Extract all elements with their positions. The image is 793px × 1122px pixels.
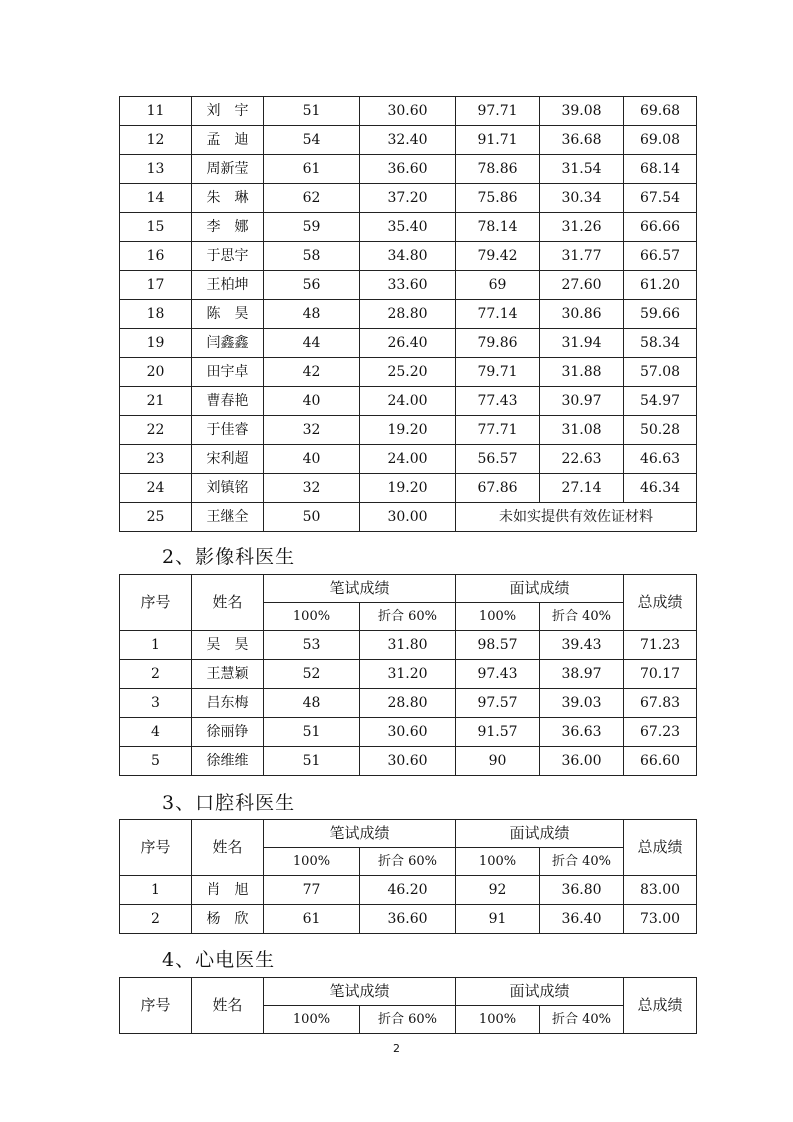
cell-name: 周新莹 bbox=[192, 155, 264, 184]
cell-written: 48 bbox=[264, 300, 360, 329]
table-row bbox=[120, 876, 697, 905]
table-row bbox=[120, 329, 697, 358]
header-name: 姓名 bbox=[192, 978, 264, 1034]
header-total: 总成绩 bbox=[624, 575, 697, 631]
header-name: 姓名 bbox=[192, 575, 264, 631]
cell-total: 46.63 bbox=[624, 445, 697, 474]
header-written-100: 100% bbox=[264, 603, 360, 631]
cell-written-pct: 36.60 bbox=[360, 155, 456, 184]
cell-name: 徐丽铮 bbox=[192, 718, 264, 747]
cell-seq: 12 bbox=[120, 126, 192, 155]
table-row bbox=[120, 660, 697, 689]
table-row bbox=[120, 213, 697, 242]
table-dental bbox=[119, 819, 697, 934]
cell-written: 62 bbox=[264, 184, 360, 213]
cell-written: 44 bbox=[264, 329, 360, 358]
cell-total: 73.00 bbox=[624, 905, 697, 934]
cell-total: 54.97 bbox=[624, 387, 697, 416]
table-row bbox=[120, 631, 697, 660]
cell-written-pct: 26.40 bbox=[360, 329, 456, 358]
table-ecg bbox=[119, 977, 697, 1034]
cell-name: 徐维维 bbox=[192, 747, 264, 776]
cell-total: 59.66 bbox=[624, 300, 697, 329]
cell-total: 66.66 bbox=[624, 213, 697, 242]
cell-seq: 2 bbox=[120, 660, 192, 689]
header-seq: 序号 bbox=[120, 978, 192, 1034]
cell-interview: 69 bbox=[456, 271, 540, 300]
table-row bbox=[120, 242, 697, 271]
cell-written-pct: 25.20 bbox=[360, 358, 456, 387]
cell-interview: 91.71 bbox=[456, 126, 540, 155]
table-header bbox=[120, 575, 697, 631]
cell-interview-pct: 36.40 bbox=[540, 905, 624, 934]
cell-interview: 97.71 bbox=[456, 97, 540, 126]
cell-interview-pct: 30.86 bbox=[540, 300, 624, 329]
cell-written-pct: 31.20 bbox=[360, 660, 456, 689]
cell-interview: 79.42 bbox=[456, 242, 540, 271]
cell-written-pct: 28.80 bbox=[360, 300, 456, 329]
cell-total: 83.00 bbox=[624, 876, 697, 905]
cell-name: 闫鑫鑫 bbox=[192, 329, 264, 358]
cell-seq: 23 bbox=[120, 445, 192, 474]
cell-seq: 19 bbox=[120, 329, 192, 358]
cell-interview: 92 bbox=[456, 876, 540, 905]
header-interview-100: 100% bbox=[456, 603, 540, 631]
cell-name: 吴 昊 bbox=[192, 631, 264, 660]
cell-seq: 1 bbox=[120, 876, 192, 905]
cell-interview: 90 bbox=[456, 747, 540, 776]
page-number: 2 bbox=[393, 1042, 400, 1055]
cell-seq: 20 bbox=[120, 358, 192, 387]
cell-seq: 2 bbox=[120, 905, 192, 934]
cell-interview-pct: 27.14 bbox=[540, 474, 624, 503]
table-row bbox=[120, 503, 697, 532]
header-interview-pct: 折合 40% bbox=[540, 603, 624, 631]
table-body bbox=[120, 97, 697, 532]
cell-seq: 21 bbox=[120, 387, 192, 416]
cell-written-pct: 30.00 bbox=[360, 503, 456, 532]
cell-total: 67.23 bbox=[624, 718, 697, 747]
table-row bbox=[120, 905, 697, 934]
cell-name: 朱 琳 bbox=[192, 184, 264, 213]
cell-name: 宋利超 bbox=[192, 445, 264, 474]
cell-interview-pct: 39.03 bbox=[540, 689, 624, 718]
cell-written: 56 bbox=[264, 271, 360, 300]
cell-name: 王继全 bbox=[192, 503, 264, 532]
cell-written: 52 bbox=[264, 660, 360, 689]
table-row bbox=[120, 474, 697, 503]
section-title-dental: 3、口腔科医生 bbox=[162, 792, 296, 814]
cell-name: 于佳睿 bbox=[192, 416, 264, 445]
cell-interview: 97.57 bbox=[456, 689, 540, 718]
cell-written: 42 bbox=[264, 358, 360, 387]
cell-written-pct: 32.40 bbox=[360, 126, 456, 155]
cell-total: 68.14 bbox=[624, 155, 697, 184]
cell-name: 于思宇 bbox=[192, 242, 264, 271]
table-section1-continued bbox=[119, 96, 697, 532]
cell-total: 46.34 bbox=[624, 474, 697, 503]
cell-interview-pct: 31.26 bbox=[540, 213, 624, 242]
table-row bbox=[120, 747, 697, 776]
cell-interview: 67.86 bbox=[456, 474, 540, 503]
cell-written-pct: 19.20 bbox=[360, 474, 456, 503]
cell-interview-pct: 36.63 bbox=[540, 718, 624, 747]
table-row bbox=[120, 387, 697, 416]
header-name: 姓名 bbox=[192, 820, 264, 876]
cell-total: 67.54 bbox=[624, 184, 697, 213]
cell-written-pct: 24.00 bbox=[360, 387, 456, 416]
cell-seq: 13 bbox=[120, 155, 192, 184]
cell-written: 54 bbox=[264, 126, 360, 155]
header-interview: 面试成绩 bbox=[456, 575, 624, 603]
cell-written-pct: 30.60 bbox=[360, 747, 456, 776]
cell-seq: 16 bbox=[120, 242, 192, 271]
cell-interview: 77.43 bbox=[456, 387, 540, 416]
cell-interview: 75.86 bbox=[456, 184, 540, 213]
cell-written-pct: 31.80 bbox=[360, 631, 456, 660]
table-row bbox=[120, 126, 697, 155]
header-interview: 面试成绩 bbox=[456, 978, 624, 1006]
section-title-radiology: 2、影像科医生 bbox=[162, 546, 296, 568]
cell-interview: 78.14 bbox=[456, 213, 540, 242]
cell-interview: 91 bbox=[456, 905, 540, 934]
cell-total: 58.34 bbox=[624, 329, 697, 358]
cell-written: 53 bbox=[264, 631, 360, 660]
header-written: 笔试成绩 bbox=[264, 575, 456, 603]
cell-interview: 56.57 bbox=[456, 445, 540, 474]
cell-note: 未如实提供有效佐证材料 bbox=[456, 503, 697, 532]
cell-written-pct: 19.20 bbox=[360, 416, 456, 445]
table-row bbox=[120, 97, 697, 126]
cell-written: 50 bbox=[264, 503, 360, 532]
cell-name: 杨 欣 bbox=[192, 905, 264, 934]
cell-written: 48 bbox=[264, 689, 360, 718]
cell-total: 71.23 bbox=[624, 631, 697, 660]
cell-seq: 5 bbox=[120, 747, 192, 776]
header-written-100: 100% bbox=[264, 1006, 360, 1034]
cell-written: 61 bbox=[264, 905, 360, 934]
cell-written-pct: 37.20 bbox=[360, 184, 456, 213]
header-interview-pct: 折合 40% bbox=[540, 848, 624, 876]
cell-written-pct: 46.20 bbox=[360, 876, 456, 905]
section-title-ecg: 4、心电医生 bbox=[162, 949, 276, 971]
cell-written-pct: 35.40 bbox=[360, 213, 456, 242]
cell-total: 50.28 bbox=[624, 416, 697, 445]
cell-total: 67.83 bbox=[624, 689, 697, 718]
cell-seq: 3 bbox=[120, 689, 192, 718]
cell-written: 61 bbox=[264, 155, 360, 184]
table-row bbox=[120, 184, 697, 213]
cell-written-pct: 30.60 bbox=[360, 97, 456, 126]
cell-seq: 22 bbox=[120, 416, 192, 445]
cell-seq: 1 bbox=[120, 631, 192, 660]
cell-name: 吕东梅 bbox=[192, 689, 264, 718]
header-interview-100: 100% bbox=[456, 848, 540, 876]
cell-written-pct: 28.80 bbox=[360, 689, 456, 718]
cell-interview-pct: 27.60 bbox=[540, 271, 624, 300]
cell-interview-pct: 22.63 bbox=[540, 445, 624, 474]
header-total: 总成绩 bbox=[624, 978, 697, 1034]
cell-total: 66.60 bbox=[624, 747, 697, 776]
cell-written: 51 bbox=[264, 747, 360, 776]
cell-total: 69.68 bbox=[624, 97, 697, 126]
cell-name: 刘镇铭 bbox=[192, 474, 264, 503]
cell-written: 40 bbox=[264, 387, 360, 416]
cell-seq: 25 bbox=[120, 503, 192, 532]
cell-interview: 91.57 bbox=[456, 718, 540, 747]
table-radiology bbox=[119, 574, 697, 776]
cell-written: 32 bbox=[264, 416, 360, 445]
table-header bbox=[120, 820, 697, 876]
table-row bbox=[120, 271, 697, 300]
table-row bbox=[120, 689, 697, 718]
cell-total: 66.57 bbox=[624, 242, 697, 271]
cell-interview-pct: 31.77 bbox=[540, 242, 624, 271]
table-header bbox=[120, 978, 697, 1034]
cell-name: 李 娜 bbox=[192, 213, 264, 242]
cell-interview: 79.86 bbox=[456, 329, 540, 358]
cell-written-pct: 36.60 bbox=[360, 905, 456, 934]
header-written-100: 100% bbox=[264, 848, 360, 876]
header-seq: 序号 bbox=[120, 575, 192, 631]
cell-written-pct: 33.60 bbox=[360, 271, 456, 300]
cell-total: 57.08 bbox=[624, 358, 697, 387]
cell-total: 61.20 bbox=[624, 271, 697, 300]
cell-interview-pct: 30.97 bbox=[540, 387, 624, 416]
cell-name: 王柏坤 bbox=[192, 271, 264, 300]
header-written: 笔试成绩 bbox=[264, 820, 456, 848]
cell-seq: 15 bbox=[120, 213, 192, 242]
table-row bbox=[120, 416, 697, 445]
table-body bbox=[120, 876, 697, 934]
header-total: 总成绩 bbox=[624, 820, 697, 876]
cell-name: 孟 迪 bbox=[192, 126, 264, 155]
header-interview: 面试成绩 bbox=[456, 820, 624, 848]
cell-interview: 77.71 bbox=[456, 416, 540, 445]
cell-interview: 97.43 bbox=[456, 660, 540, 689]
cell-written: 58 bbox=[264, 242, 360, 271]
cell-name: 肖 旭 bbox=[192, 876, 264, 905]
cell-interview-pct: 36.00 bbox=[540, 747, 624, 776]
header-written: 笔试成绩 bbox=[264, 978, 456, 1006]
table-row bbox=[120, 358, 697, 387]
cell-written: 32 bbox=[264, 474, 360, 503]
cell-interview: 77.14 bbox=[456, 300, 540, 329]
cell-seq: 4 bbox=[120, 718, 192, 747]
cell-interview-pct: 31.94 bbox=[540, 329, 624, 358]
cell-seq: 11 bbox=[120, 97, 192, 126]
cell-seq: 17 bbox=[120, 271, 192, 300]
cell-interview: 78.86 bbox=[456, 155, 540, 184]
cell-interview-pct: 39.43 bbox=[540, 631, 624, 660]
cell-seq: 18 bbox=[120, 300, 192, 329]
cell-interview-pct: 36.68 bbox=[540, 126, 624, 155]
cell-interview: 79.71 bbox=[456, 358, 540, 387]
cell-seq: 24 bbox=[120, 474, 192, 503]
cell-name: 田宇卓 bbox=[192, 358, 264, 387]
header-written-pct: 折合 60% bbox=[360, 848, 456, 876]
table-row bbox=[120, 718, 697, 747]
cell-written: 77 bbox=[264, 876, 360, 905]
header-interview-pct: 折合 40% bbox=[540, 1006, 624, 1034]
header-interview-100: 100% bbox=[456, 1006, 540, 1034]
cell-seq: 14 bbox=[120, 184, 192, 213]
header-seq: 序号 bbox=[120, 820, 192, 876]
cell-total: 70.17 bbox=[624, 660, 697, 689]
cell-name: 陈 昊 bbox=[192, 300, 264, 329]
cell-name: 曹春艳 bbox=[192, 387, 264, 416]
table-row bbox=[120, 155, 697, 184]
cell-interview-pct: 30.34 bbox=[540, 184, 624, 213]
cell-interview-pct: 31.08 bbox=[540, 416, 624, 445]
table-row bbox=[120, 300, 697, 329]
cell-written: 51 bbox=[264, 718, 360, 747]
cell-interview: 98.57 bbox=[456, 631, 540, 660]
cell-written-pct: 30.60 bbox=[360, 718, 456, 747]
cell-name: 王慧颖 bbox=[192, 660, 264, 689]
cell-written-pct: 34.80 bbox=[360, 242, 456, 271]
header-written-pct: 折合 60% bbox=[360, 603, 456, 631]
cell-written-pct: 24.00 bbox=[360, 445, 456, 474]
cell-name: 刘 宇 bbox=[192, 97, 264, 126]
cell-written: 51 bbox=[264, 97, 360, 126]
cell-written: 59 bbox=[264, 213, 360, 242]
cell-interview-pct: 39.08 bbox=[540, 97, 624, 126]
table-body bbox=[120, 631, 697, 776]
header-written-pct: 折合 60% bbox=[360, 1006, 456, 1034]
cell-interview-pct: 31.54 bbox=[540, 155, 624, 184]
cell-written: 40 bbox=[264, 445, 360, 474]
cell-total: 69.08 bbox=[624, 126, 697, 155]
cell-interview-pct: 36.80 bbox=[540, 876, 624, 905]
cell-interview-pct: 31.88 bbox=[540, 358, 624, 387]
table-row bbox=[120, 445, 697, 474]
cell-interview-pct: 38.97 bbox=[540, 660, 624, 689]
